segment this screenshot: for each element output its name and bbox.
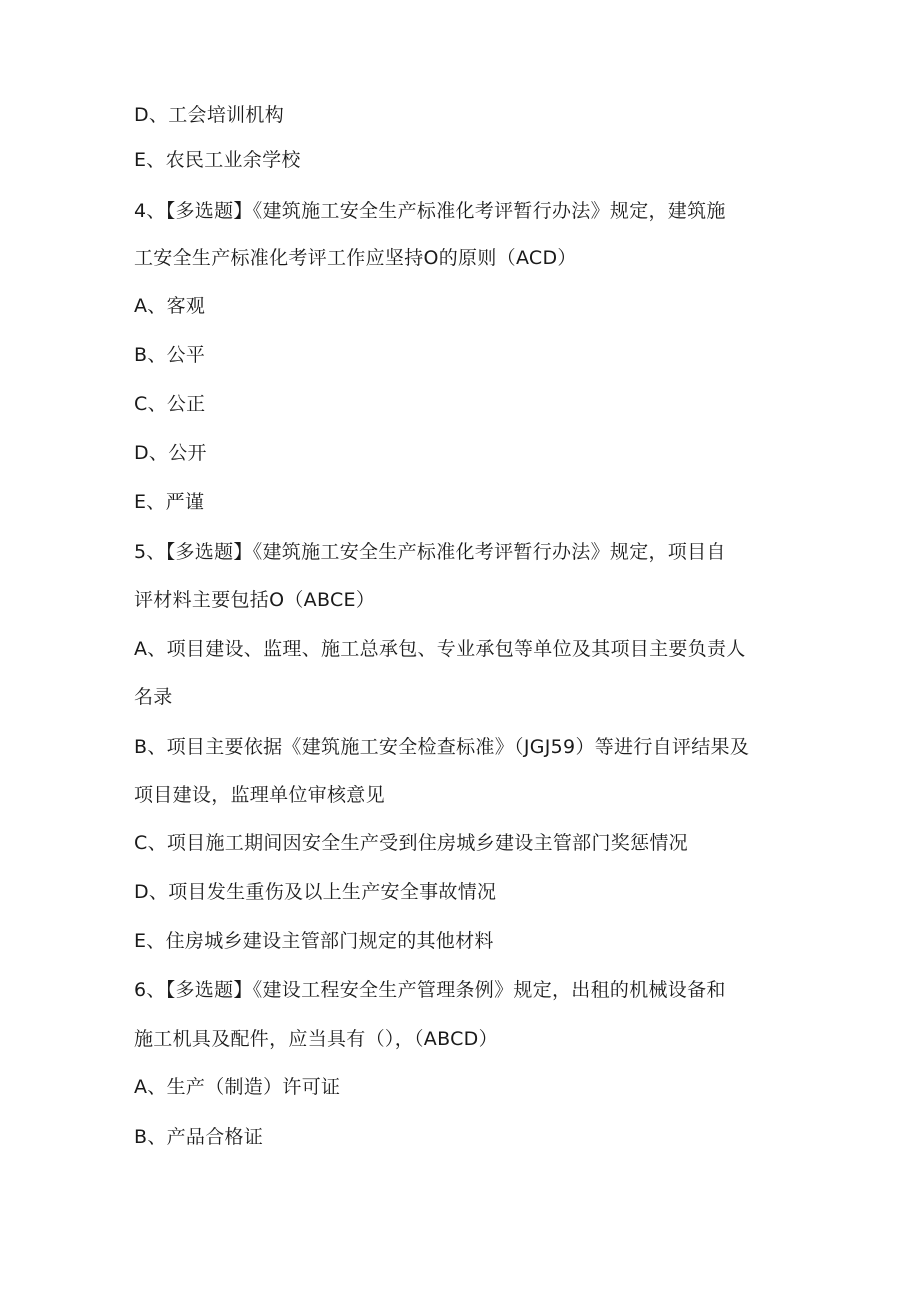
- option-a-q5-line-2: 名录: [134, 686, 173, 708]
- option-d-q5: D、项目发生重伤及以上生产安全事故情况: [134, 881, 497, 903]
- question-6-line-2: 施工机具及配件，应当具有（），（ABCD）: [134, 1028, 498, 1050]
- option-c-q5: C、项目施工期间因安全生产受到住房城乡建设主管部门奖惩情况: [134, 832, 688, 854]
- question-5-line-2: 评材料主要包括O（ABCE）: [134, 589, 376, 611]
- option-d-q4: D、公开: [134, 442, 207, 464]
- option-b-q5-line-2: 项目建设，监理单位审核意见: [134, 784, 385, 806]
- option-a-q5-line-1: A、项目建设、监理、施工总承包、专业承包等单位及其项目主要负责人: [134, 638, 746, 660]
- question-4-line-1: 4、【多选题】《建筑施工安全生产标准化考评暂行办法》规定，建筑施: [134, 200, 726, 222]
- question-4-line-2: 工安全生产标准化考评工作应坚持O的原则（ACD）: [134, 247, 577, 269]
- option-a-q4: A、客观: [134, 295, 206, 317]
- option-b-q5-line-1: B、项目主要依据《建筑施工安全检查标准》（JGJ59）等进行自评结果及: [134, 736, 750, 758]
- question-5-line-1: 5、【多选题】《建筑施工安全生产标准化考评暂行办法》规定，项目自: [134, 541, 726, 563]
- option-e-q4: E、严谨: [134, 491, 205, 513]
- option-e-q3: E、农民工业余学校: [134, 149, 301, 171]
- option-b-q4: B、公平: [134, 344, 206, 366]
- option-c-q4: C、公正: [134, 393, 206, 415]
- question-6-line-1: 6、【多选题】《建设工程安全生产管理条例》规定，出租的机械设备和: [134, 979, 726, 1001]
- option-a-q6: A、生产（制造）许可证: [134, 1076, 341, 1098]
- option-e-q5: E、住房城乡建设主管部门规定的其他材料: [134, 930, 494, 952]
- option-b-q6: B、产品合格证: [134, 1126, 264, 1148]
- option-d-q3: D、工会培训机构: [134, 104, 285, 126]
